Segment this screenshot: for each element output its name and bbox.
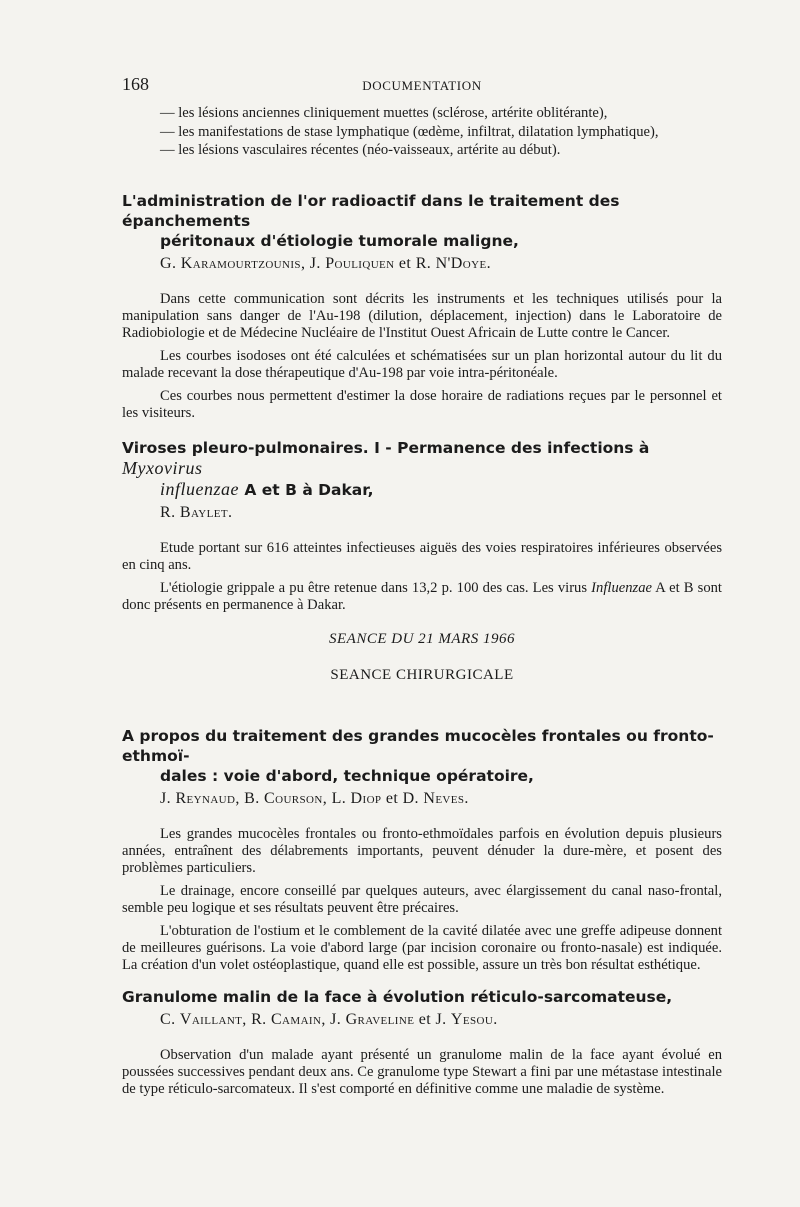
author-separator: . bbox=[227, 504, 233, 521]
author-initial: C. bbox=[160, 1011, 180, 1028]
author-name: Karamourtzounis bbox=[180, 255, 301, 272]
author-name: Reynaud bbox=[175, 790, 236, 807]
author-separator: , bbox=[300, 255, 310, 272]
page-number: 168 bbox=[122, 74, 149, 94]
author-separator: et bbox=[414, 1011, 436, 1028]
author-separator: , bbox=[235, 790, 245, 807]
author-name: Pouliquen bbox=[325, 255, 395, 272]
author-initial: J. bbox=[309, 255, 326, 272]
paragraph: Observation d'un malade ayant présenté un granulome malin de la face ayant évolué en poussées successives pendant deux ans. Ce granulome type Stewart a fini par une métastase intestinale de type réticulo-sarcomateux. Il s'est comporté en définitive comme une maladie de système. bbox=[122, 1047, 722, 1097]
running-head: DOCUMENTATION bbox=[362, 78, 482, 93]
article-title bbox=[122, 726, 722, 786]
paragraph: Dans cette communication sont décrits les instruments et les techniques utilisés pour la manipulation sans danger de l'Au-198 (dilution, déplacement, injection) dans le Laboratoire de Radiobiologie et de Médecine Nucléaire de l'Institut Ouest Africain de Lutte contre le Cancer. bbox=[122, 291, 722, 341]
paragraph-text: L'étiologie grippale a pu être retenue dans 13,2 p. 100 des cas. Les virus bbox=[160, 580, 592, 596]
author-initial: B. bbox=[244, 790, 265, 807]
title-text: A et B à Dakar, bbox=[239, 481, 374, 499]
article-title bbox=[122, 438, 722, 500]
title-line: Granulome malin de la face à évolution réticulo-sarcomateuse, bbox=[122, 988, 673, 1006]
article-pleuro-pulmonary-viroses bbox=[122, 438, 722, 614]
article-frontal-mucoceles bbox=[122, 726, 722, 974]
author-name: Baylet bbox=[179, 504, 228, 521]
article-title bbox=[122, 987, 722, 1007]
article-radioactive-gold bbox=[122, 191, 722, 422]
author-list bbox=[122, 788, 722, 810]
author-separator: . bbox=[464, 790, 469, 807]
title-italic: Myxovirus bbox=[122, 458, 203, 478]
paragraph: Les courbes isodoses ont été calculées et schématisées sur un plan horizontal autour du lit du malade recevant la dose thérapeutique d'Au-198 par voie intra-péritonéale. bbox=[122, 348, 722, 381]
lesion-list bbox=[122, 104, 722, 160]
article-malignant-granuloma bbox=[122, 987, 722, 1098]
author-initial: G. bbox=[160, 255, 181, 272]
author-name: Diop bbox=[350, 790, 382, 807]
author-separator: . bbox=[493, 1011, 498, 1028]
author-initial: L. bbox=[331, 790, 351, 807]
title-line: L'administration de l'or radioactif dans le traitement des épanchements bbox=[122, 192, 620, 230]
author-initial: R. bbox=[160, 504, 180, 521]
paragraph: L'obturation de l'ostium et le comblement de la cavité dilatée avec une greffe adipeuse donnent de meilleures guérisons. La voie d'abord large (par incision coronaire ou fronto-nasale) est indiquée. La création d'un volet ostéoplastique, quand elle est possible, assure un très bon résultat esthétique. bbox=[122, 923, 722, 973]
author-name: Courson bbox=[264, 790, 323, 807]
title-line: dales : voie d'abord, technique opératoire, bbox=[160, 767, 534, 785]
title-line: péritonaux d'étiologie tumorale maligne, bbox=[160, 232, 519, 250]
seance-title: SEANCE CHIRURGICALE bbox=[330, 667, 514, 683]
list-item: — les manifestations de stase lymphatique (œdème, infiltrat, dilatation lymphatique), bbox=[160, 123, 659, 140]
author-separator: , bbox=[242, 1011, 252, 1028]
paragraph-text: A et B sont donc présents en permanence à Dakar. bbox=[122, 580, 722, 613]
title-line: A propos du traitement des grandes mucocèles frontales ou fronto-ethmoï- bbox=[122, 727, 714, 765]
author-name: N'Doye bbox=[435, 255, 487, 272]
author-separator: et bbox=[394, 255, 416, 272]
title-text: Viroses pleuro-pulmonaires. I - Permanence des infections à bbox=[122, 439, 650, 457]
author-name: Neves bbox=[423, 790, 465, 807]
author-name: Graveline bbox=[345, 1011, 415, 1028]
author-list bbox=[122, 253, 722, 275]
author-name: Yesou bbox=[450, 1011, 494, 1028]
author-list bbox=[122, 1009, 722, 1031]
article-title bbox=[122, 191, 722, 251]
paragraph bbox=[122, 580, 722, 614]
seance-date: SEANCE DU 21 MARS 1966 bbox=[329, 631, 515, 647]
page-header bbox=[122, 74, 722, 98]
author-initial: D. bbox=[402, 790, 424, 807]
paragraph: Etude portant sur 616 atteintes infectieuses aiguës des voies respiratoires inférieures observées en cinq ans. bbox=[122, 540, 722, 573]
author-initial: R. bbox=[415, 255, 436, 272]
author-initial: J. bbox=[160, 790, 176, 807]
author-separator: , bbox=[322, 790, 332, 807]
title-italic: influenzae bbox=[160, 479, 239, 499]
list-item: — les lésions anciennes cliniquement muettes (sclérose, artérite oblitérante), bbox=[160, 105, 608, 121]
author-name: Vaillant bbox=[179, 1011, 243, 1028]
author-initial: J. bbox=[330, 1011, 346, 1028]
author-name: Camain bbox=[270, 1011, 322, 1028]
title-line bbox=[122, 479, 722, 500]
list-item: — les lésions vasculaires récentes (néo-vaisseaux, artérite au début). bbox=[160, 142, 561, 158]
paragraph: Le drainage, encore conseillé par quelques auteurs, avec élargissement du canal naso-frontal, semble peu logique et ses résultats peuvent être précaires. bbox=[122, 883, 722, 916]
author-initial: J. bbox=[435, 1011, 451, 1028]
author-list bbox=[122, 502, 722, 524]
author-separator: . bbox=[486, 255, 491, 272]
author-separator: et bbox=[381, 790, 403, 807]
paragraph: Les grandes mucocèles frontales ou fronto-ethmoïdales parfois en évolution depuis plusieurs années, entraînent des délabrements importants, peuvent dénuder la dure-mère, et posent des problèmes particuliers. bbox=[122, 826, 722, 876]
paragraph-italic: Influenzae bbox=[591, 580, 652, 596]
author-initial: R. bbox=[251, 1011, 271, 1028]
paragraph: Ces courbes nous permettent d'estimer la dose horaire de radiations reçues par le personnel et les visiteurs. bbox=[122, 388, 722, 421]
author-separator: , bbox=[321, 1011, 331, 1028]
